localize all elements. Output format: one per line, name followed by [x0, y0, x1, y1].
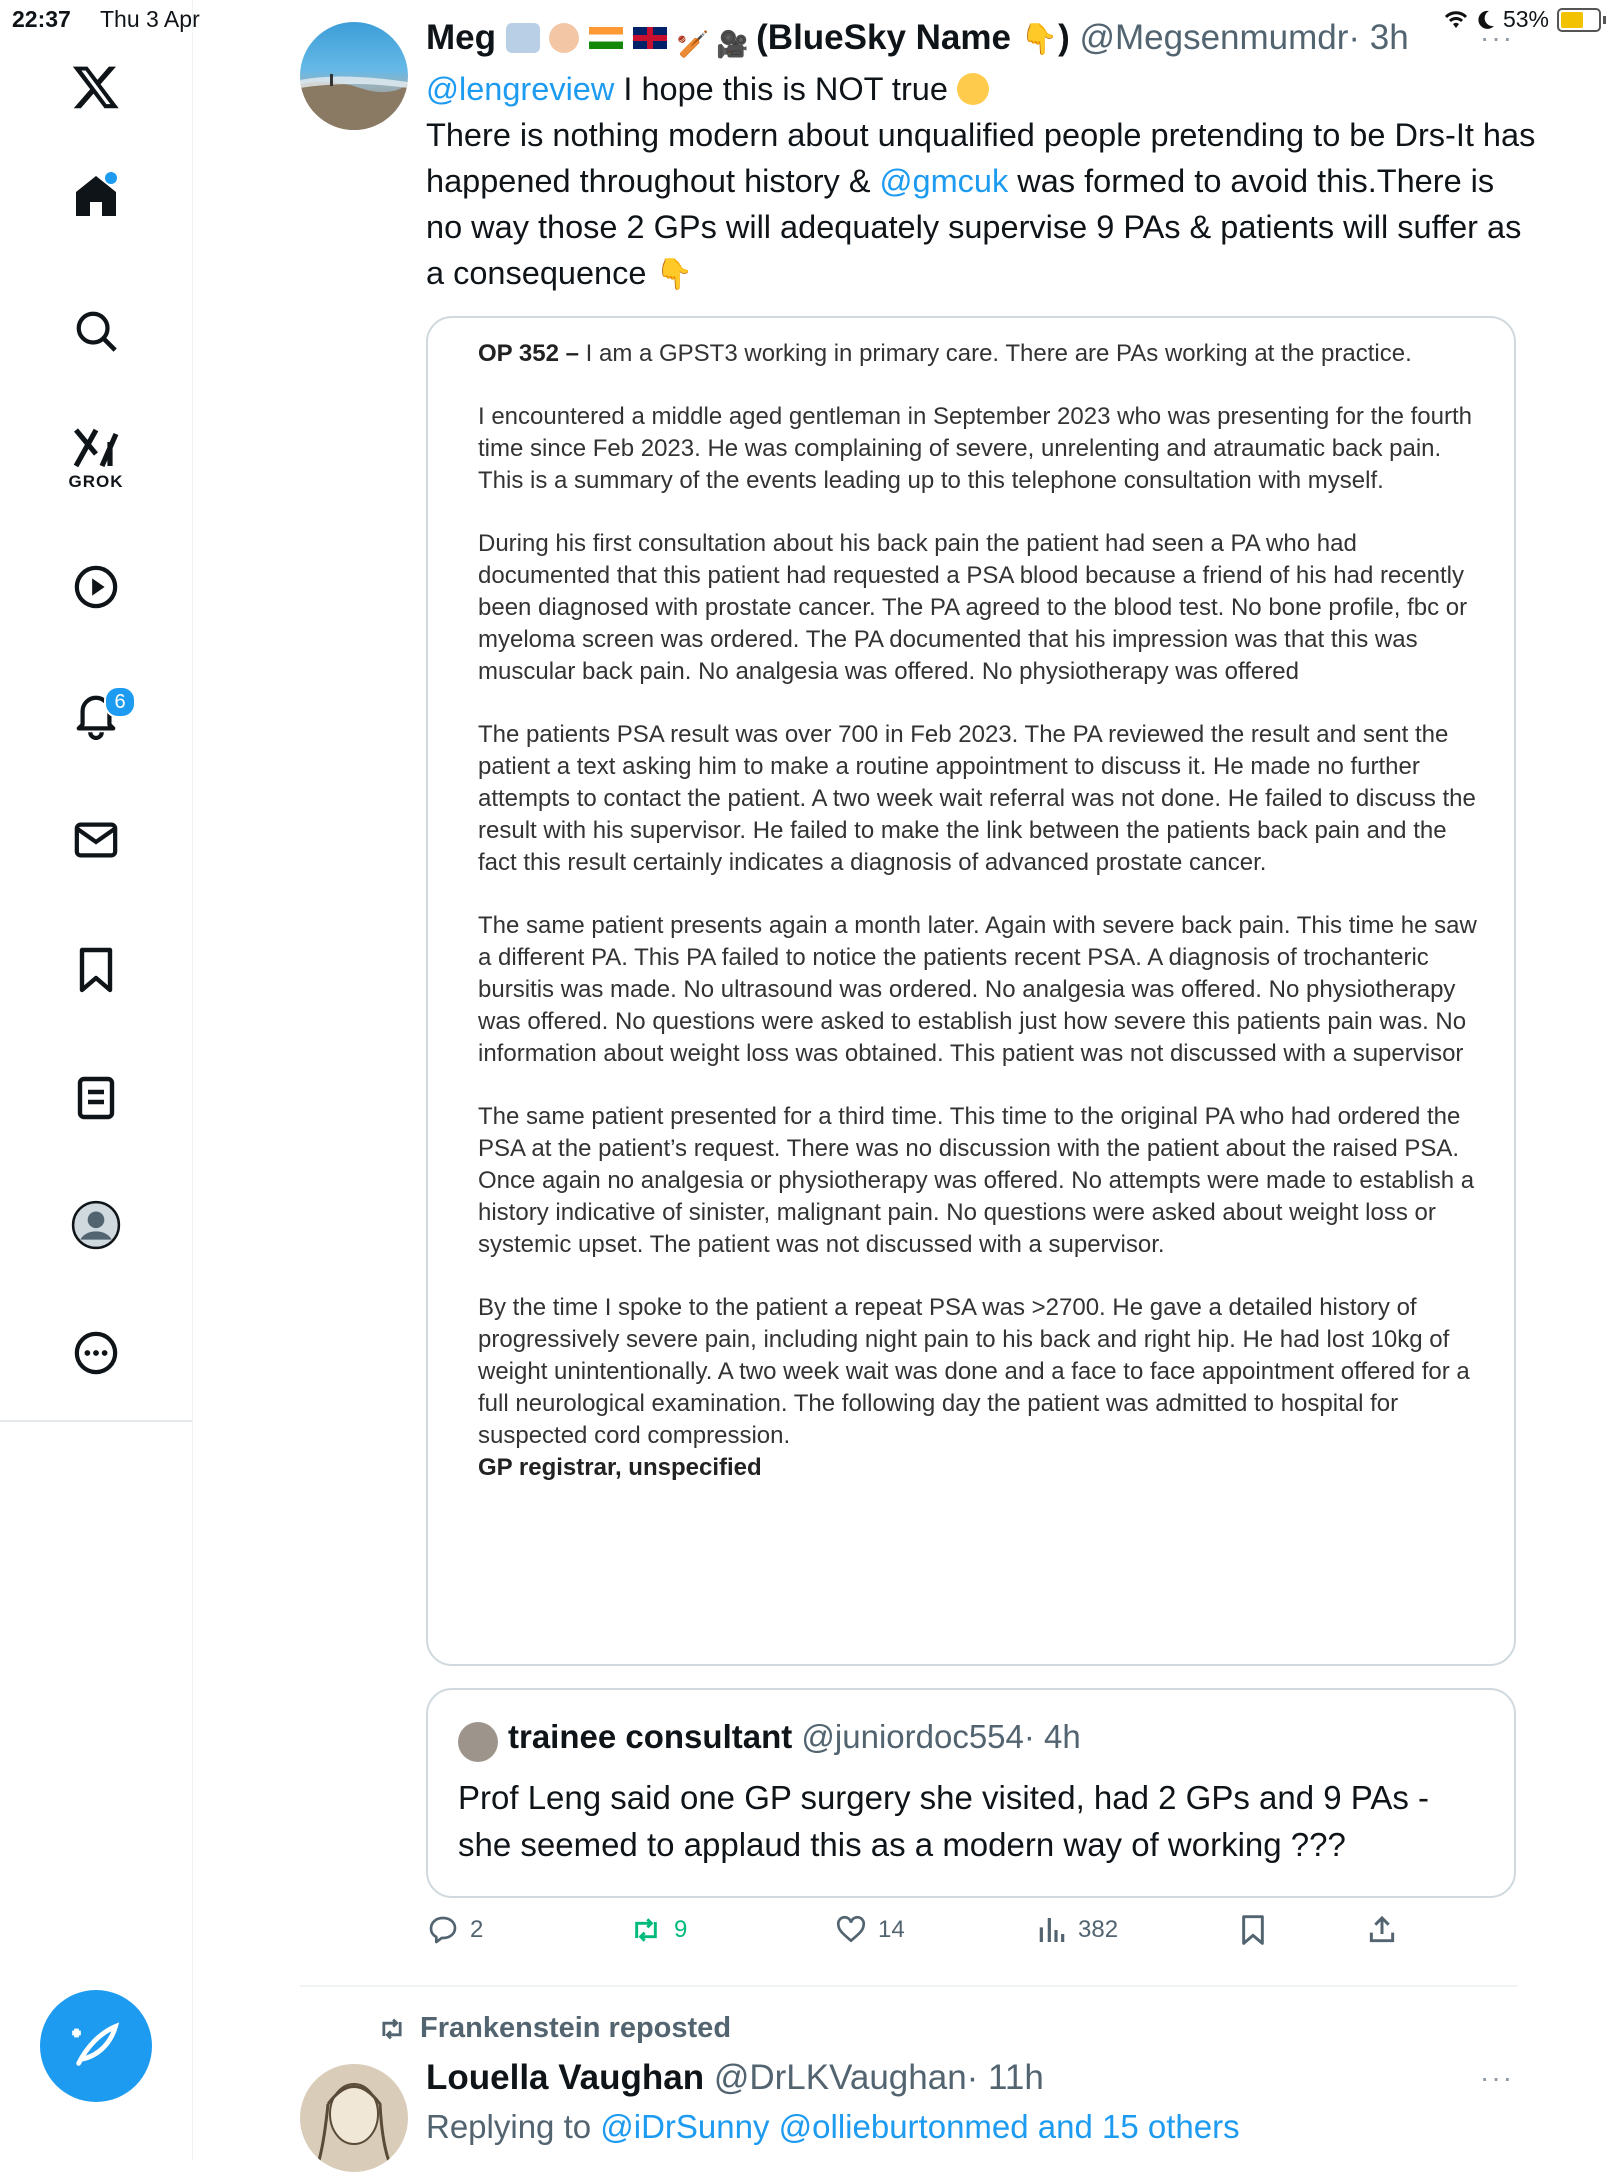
pointing-down-emoji-icon: 👇	[1020, 23, 1059, 56]
like-count: 14	[878, 1916, 905, 1943]
sidebar	[0, 0, 193, 2160]
sidebar-divider	[0, 1420, 192, 1422]
quote-text: Prof Leng said one GP surgery she visited, had 2 GPs and 9 PAs - she seemed to applaud this as a modern way of working ???	[458, 1779, 1429, 1863]
tweet-text-a: There is nothing modern about unqualified people pretending to be Drs-It has happened throughout history &	[426, 117, 1536, 199]
tweet-separator	[300, 1985, 1518, 1987]
author-close-paren: )	[1058, 18, 1070, 57]
document-signature: GP registrar, unspecified	[478, 1454, 762, 1481]
quoted-tweet[interactable]	[426, 1688, 1516, 1898]
document-paragraph: The same patient presents again a month later. Again with severe back pain. This time he saw a different PA. This PA failed to notice the patients recent PSA. A diagnosis of trochanteric bursitis was made. No ultrasound was ordered. No analgesia was offered. No physiotherapy was offered. No questions were asked to establish just how severe this patients pain was. No information about weight loss was obtained. This patient was not discussed with a supervisor	[478, 912, 1477, 1067]
status-date: Thu 3 Apr	[100, 6, 200, 32]
tweet-time: · 3h	[1348, 18, 1409, 57]
document-paragraph: By the time I spoke to the patient a repeat PSA was >2700. He gave a detailed history of progressively severe pain, including night pain to his back and right hip. He had lost 10kg of weight unintentionally. A two week wait was done and a face to face appointment offered for a full neurological examination. The following day the patient was admitted to hospital for suspected cord compression.	[478, 1294, 1470, 1449]
repost-small-icon	[376, 2015, 408, 2043]
repost-button[interactable]	[628, 1914, 687, 1946]
author-emoji-flags: 🏏 🎥	[506, 18, 756, 57]
next-author-handle[interactable]: @DrLKVaughan	[713, 2058, 967, 2097]
author-bluesky-name: (BlueSky Name	[756, 18, 1011, 57]
tweet-line1: I hope this is NOT true	[614, 71, 957, 107]
battery-cap	[1603, 16, 1606, 24]
attached-document-image[interactable]	[426, 316, 1516, 1666]
search-icon[interactable]	[0, 308, 192, 354]
reply-button[interactable]	[426, 1914, 483, 1946]
quote-author-handle: @juniordoc554	[801, 1718, 1024, 1755]
replying-prefix: Replying to	[426, 2108, 601, 2145]
wifi-icon	[1443, 10, 1469, 30]
quote-author-name: trainee consultant	[508, 1718, 793, 1755]
tweet-header	[426, 18, 1409, 59]
document-paragraph: The patients PSA result was over 700 in Feb 2023. The PA reviewed the result and sent the patient a text asking him to make a routine appointment to discuss it. He made no further attempts to contact the patient. A two week wait referral was not done. He failed to discuss the result with his supervisor. He failed to make the link between the patients back pain and the fact this result certainly indicates a diagnosis of advanced prostate cancer.	[478, 721, 1476, 876]
like-button[interactable]	[834, 1914, 905, 1946]
next-author-avatar[interactable]	[300, 2064, 408, 2172]
replying-to	[426, 2108, 1240, 2146]
document-paragraph: During his first consultation about his back pain the patient had seen a PA who had documented that this patient had requested a PSA blood because a friend of his had recently been diagnosed with prostate cancer. The PA agreed to the blood test. No bone profile, fbc or myeloma screen was ordered. The PA documented that his impression was that this was muscular back pain. No analgesia was offered. No physiotherapy was offered	[478, 530, 1468, 685]
grok-label: GROK	[68, 472, 124, 491]
status-time: 22:37	[12, 6, 71, 32]
play-video-icon[interactable]	[0, 564, 192, 610]
mention-lengreview[interactable]: @lengreview	[426, 71, 615, 107]
tweet-text	[426, 66, 1536, 298]
document-paragraph: I encountered a middle aged gentleman in September 2023 who was presenting for the fourth time since Feb 2023. He was complaining of severe, unrelenting and atraumatic back pain. This is a summary of the events leading up to this telephone consultation with myself.	[478, 403, 1472, 494]
mention-gmcuk[interactable]: @gmcuk	[879, 163, 1009, 199]
bookmarks-icon[interactable]	[0, 946, 192, 994]
view-count: 382	[1078, 1916, 1119, 1943]
document-heading: OP 352 –	[478, 340, 579, 367]
reposted-by-text: Frankenstein reposted	[420, 2012, 732, 2044]
quote-author-avatar	[458, 1722, 498, 1762]
author-handle[interactable]: @Megsenmumdr	[1079, 18, 1349, 57]
status-icons	[1443, 6, 1606, 33]
tweet-more-icon[interactable]: ···	[1480, 22, 1514, 53]
document-paragraph: The same patient presented for a third time. This time to the original PA who had ordered the PSA at the patient’s request. There was no discussion with the patient about the raised PSA. Once again no analgesia or physiotherapy was offered. No attempts were made to establish a history indicative of sinister, malignant pain. No questions were asked about weight loss or systemic upset. The patient was not discussed with a supervisor.	[478, 1103, 1475, 1258]
messages-icon[interactable]	[0, 820, 192, 860]
notifications-icon[interactable]	[0, 690, 192, 740]
notifications-badge: 6	[104, 686, 136, 718]
views-chart-icon	[1036, 1914, 1068, 1946]
compose-post-button[interactable]	[40, 1990, 152, 2102]
grok-icon[interactable]	[0, 426, 192, 492]
battery-icon	[1557, 8, 1601, 32]
battery-percent: 53%	[1502, 6, 1549, 32]
eye-roll-emoji-icon	[957, 73, 989, 105]
tweet-actions	[426, 1914, 1526, 1964]
document-intro: I am a GPST3 working in primary care. There are PAs working at the practice.	[578, 340, 1412, 367]
share-icon	[1366, 1914, 1398, 1946]
views-button[interactable]	[1036, 1914, 1118, 1946]
lists-icon[interactable]	[0, 1076, 192, 1120]
pointing-down-emoji-icon: 👇	[655, 258, 693, 291]
quote-time: · 4h	[1023, 1718, 1081, 1755]
reply-count: 2	[470, 1916, 484, 1943]
heart-icon	[834, 1914, 868, 1946]
bookmark-button[interactable]	[1238, 1914, 1268, 1946]
repost-indicator[interactable]	[376, 2012, 731, 2045]
author-name[interactable]: Meg	[426, 18, 496, 57]
compose-feather-icon	[70, 2020, 122, 2072]
profile-avatar-icon[interactable]	[0, 1200, 192, 1250]
share-button[interactable]	[1366, 1914, 1398, 1946]
next-tweet-header	[426, 2058, 1044, 2098]
tweet-text-b: was formed to avoid this.There is no way those 2 GPs will adequately supervise 9 PAs & patients will suffer as a consequence	[426, 163, 1522, 291]
document-text	[478, 338, 1478, 1484]
more-options-icon[interactable]	[0, 1330, 192, 1376]
next-tweet-time: · 11h	[966, 2058, 1044, 2097]
home-unread-dot	[105, 172, 117, 184]
repost-icon	[628, 1914, 664, 1946]
repost-count: 9	[674, 1916, 688, 1943]
bookmark-icon	[1238, 1914, 1268, 1946]
home-icon[interactable]	[0, 172, 192, 220]
x-logo-icon[interactable]	[0, 62, 192, 112]
next-tweet-more-icon[interactable]: ···	[1480, 2062, 1514, 2093]
reply-icon	[426, 1914, 460, 1946]
replying-to-mentions[interactable]: @iDrSunny @ollieburtonmed and 15 others	[600, 2108, 1240, 2145]
next-author-name[interactable]: Louella Vaughan	[426, 2058, 705, 2097]
quote-header	[508, 1718, 1081, 1756]
author-avatar[interactable]	[300, 22, 408, 130]
